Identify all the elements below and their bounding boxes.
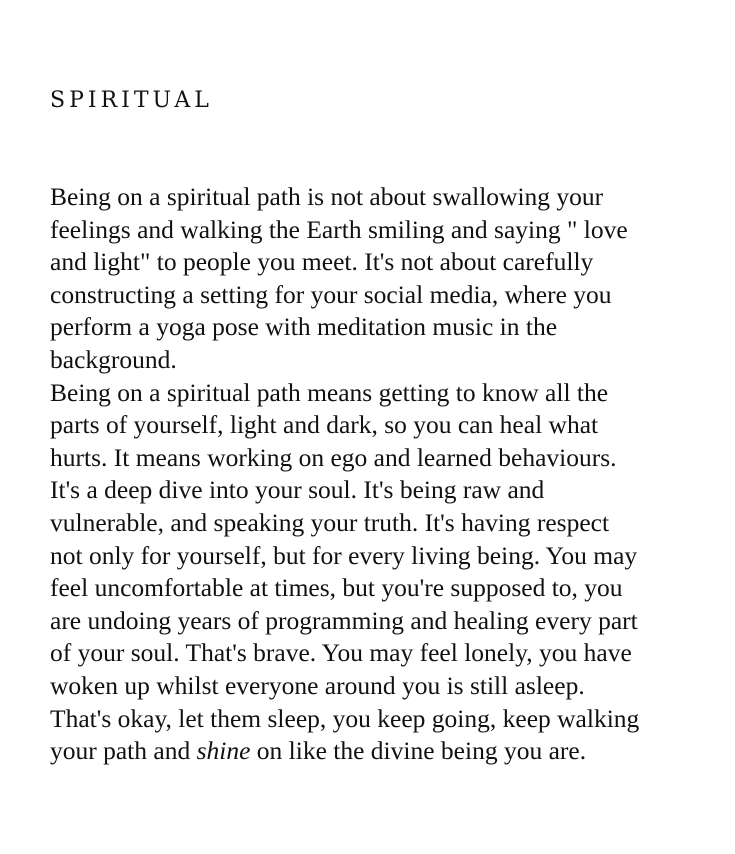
text-line-6: background.	[50, 344, 177, 374]
text-line-8: parts of yourself, light and dark, so you can heal what	[50, 410, 599, 440]
text-line-11: vulnerable, and speaking your truth. It's having respect	[50, 507, 610, 537]
text-line-2: feelings and walking the Earth smiling and saying " love	[50, 214, 628, 244]
text-line-18-start: your path and	[50, 736, 197, 766]
text-line-4: constructing a setting for your social media, where you	[50, 279, 612, 309]
text-line-1: Being on a spiritual path is not about swallowing your	[50, 182, 604, 211]
text-line-14: are undoing years of programming and healing every part	[50, 605, 638, 635]
text-line-15: of your soul. That's brave. You may feel lonely, you have	[50, 638, 632, 668]
text-line-5: perform a yoga pose with meditation music in the	[50, 312, 558, 342]
body-text	[50, 181, 720, 768]
text-line-12: not only for yourself, but for every living being. You may	[50, 540, 638, 570]
text-line-9: hurts. It means working on ego and learned behaviours.	[50, 442, 617, 472]
text-line-18-end: on like the divine being you are.	[250, 736, 587, 766]
text-line-7: Being on a spiritual path means getting to know all the	[50, 377, 609, 407]
emphasis-word: shine	[196, 736, 251, 766]
text-line-18	[50, 735, 720, 768]
text-line-3: and light" to people you meet. It's not about carefully	[50, 247, 594, 277]
text-line-17: That's okay, let them sleep, you keep going, keep walking	[50, 703, 640, 733]
text-line-10: It's a deep dive into your soul. It's being raw and	[50, 475, 545, 505]
page-title: SPIRITUAL	[50, 88, 213, 113]
text-line-13: feel uncomfortable at times, but you're supposed to, you	[50, 573, 623, 603]
text-line-16: woken up whilst everyone around you is still asleep.	[50, 670, 585, 700]
